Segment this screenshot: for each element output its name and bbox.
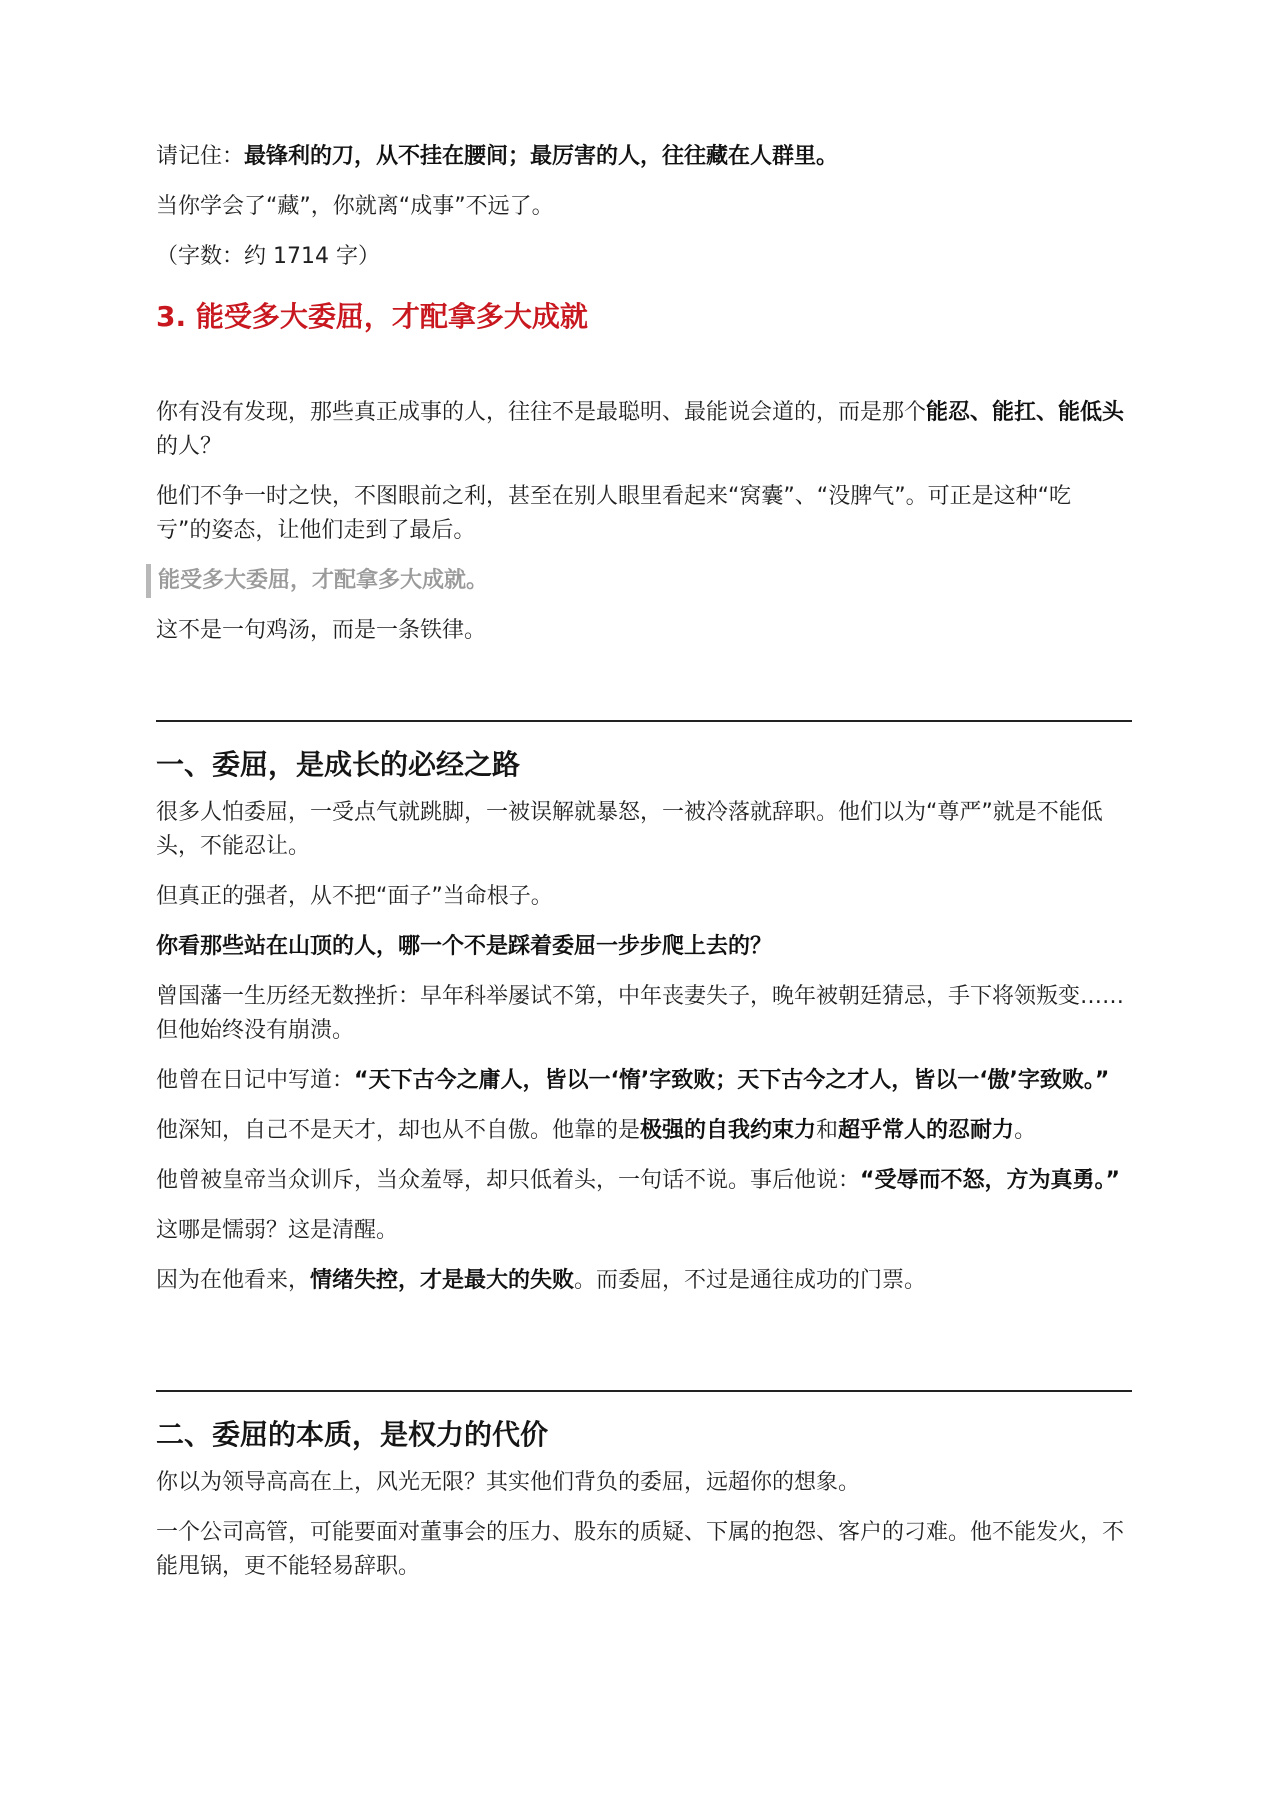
section-1-paragraph-6 (156, 1114, 1126, 1148)
blockquote: 能受多大委屈，才配拿多大成就。 (146, 564, 1126, 598)
section-1-p7-quote: “受辱而不怒，方为真勇。” (860, 1168, 1120, 1193)
article-p1-bold: 能忍、能扛、能低头 (926, 400, 1125, 425)
intro-p1-prefix: 请记住： (156, 144, 245, 169)
section-1-p9-a: 因为在他看来， (156, 1268, 311, 1293)
section-1-paragraph-5 (156, 1064, 1126, 1098)
spacer (156, 664, 1126, 720)
spacer (156, 1314, 1126, 1390)
intro-paragraph-1 (156, 140, 1126, 174)
section-1-p9-b: 情绪失控，才是最大的失败 (310, 1268, 575, 1293)
section-1-paragraph-7 (156, 1164, 1126, 1198)
section-2-paragraph-2: 一个公司高管，可能要面对董事会的压力、股东的质疑、下属的抱怨、客户的刁难。他不能发火，不能甩锅，更不能轻易辞职。 (156, 1520, 1125, 1579)
article-content (156, 140, 1126, 1600)
section-1-p7-text: 他曾被皇帝当众训斥，当众羞辱，却只低着头，一句话不说。事后他说： (156, 1168, 861, 1193)
article-p1-text: 你有没有发现，那些真正成事的人，往往不是最聪明、最能说会道的，而是那个 (156, 400, 927, 425)
article-paragraph-3: 这不是一句鸡汤，而是一条铁律。 (156, 618, 487, 643)
intro-p1-bold: 最锋利的刀，从不挂在腰间；最厉害的人，往往藏在人群里。 (244, 144, 839, 169)
section-1-p3-bold: 你看那些站在山顶的人，哪一个不是踩着委屈一步步爬上去的？ (156, 934, 773, 959)
section-1-paragraph-1: 很多人怕委屈，一受点气就跳脚，一被误解就暴怒，一被冷落就辞职。他们以为“尊严”就是不能低头，不能忍让。 (156, 800, 1103, 859)
section-1-paragraph-8: 这哪是懦弱？这是清醒。 (156, 1218, 399, 1243)
section-divider-2 (156, 1390, 1132, 1392)
intro-paragraph-2: 当你学会了“藏”，你就离“成事”不远了。 (156, 194, 554, 219)
article-p1-end: 的人？ (156, 434, 223, 459)
section-divider-1 (156, 720, 1132, 722)
article-paragraph-1 (156, 396, 1126, 464)
word-count: （字数：约 1714 字） (156, 244, 380, 269)
section-2-paragraph-1: 你以为领导高高在上，风光无限？其实他们背负的委屈，远超你的想象。 (156, 1470, 861, 1495)
section-1-p9-c: 。而委屈，不过是通往成功的门票。 (574, 1268, 927, 1293)
article-paragraph-2: 他们不争一时之快，不图眼前之利，甚至在别人眼里看起来“窝囊”、“没脾气”。可正是这种“吃亏”的姿态，让他们走到了最后。 (156, 484, 1071, 543)
section-1-p6-d: 超乎常人的忍耐力 (838, 1118, 1015, 1143)
section-1-paragraph-3 (156, 930, 1126, 964)
section-1-p6-a: 他深知，自己不是天才，却也从不自傲。他靠的是 (156, 1118, 641, 1143)
section-1-p6-e: 。 (1014, 1118, 1037, 1143)
section-2-title: 二、委屈的本质，是权力的代价 (156, 1418, 549, 1451)
section-1-p5-quote: “天下古今之庸人，皆以一‘惰’字致败；天下古今之才人，皆以一‘傲’字致败。” (354, 1068, 1110, 1093)
section-1-paragraph-2: 但真正的强者，从不把“面子”当命根子。 (156, 884, 553, 909)
section-1-paragraph-9 (156, 1264, 1126, 1298)
section-1-p5-text: 他曾在日记中写道： (156, 1068, 355, 1093)
section-1-paragraph-4: 曾国藩一生历经无数挫折：早年科举屡试不第，中年丧妻失子，晚年被朝廷猜忌，手下将领叛变……但他始终没有崩溃。 (156, 984, 1125, 1043)
section-1-p6-b: 极强的自我约束力 (640, 1118, 817, 1143)
section-1-title: 一、委屈，是成长的必经之路 (156, 748, 521, 781)
section-1-p6-c: 和 (816, 1118, 839, 1143)
article-title: 3. 能受多大委屈，才配拿多大成就 (156, 300, 588, 333)
